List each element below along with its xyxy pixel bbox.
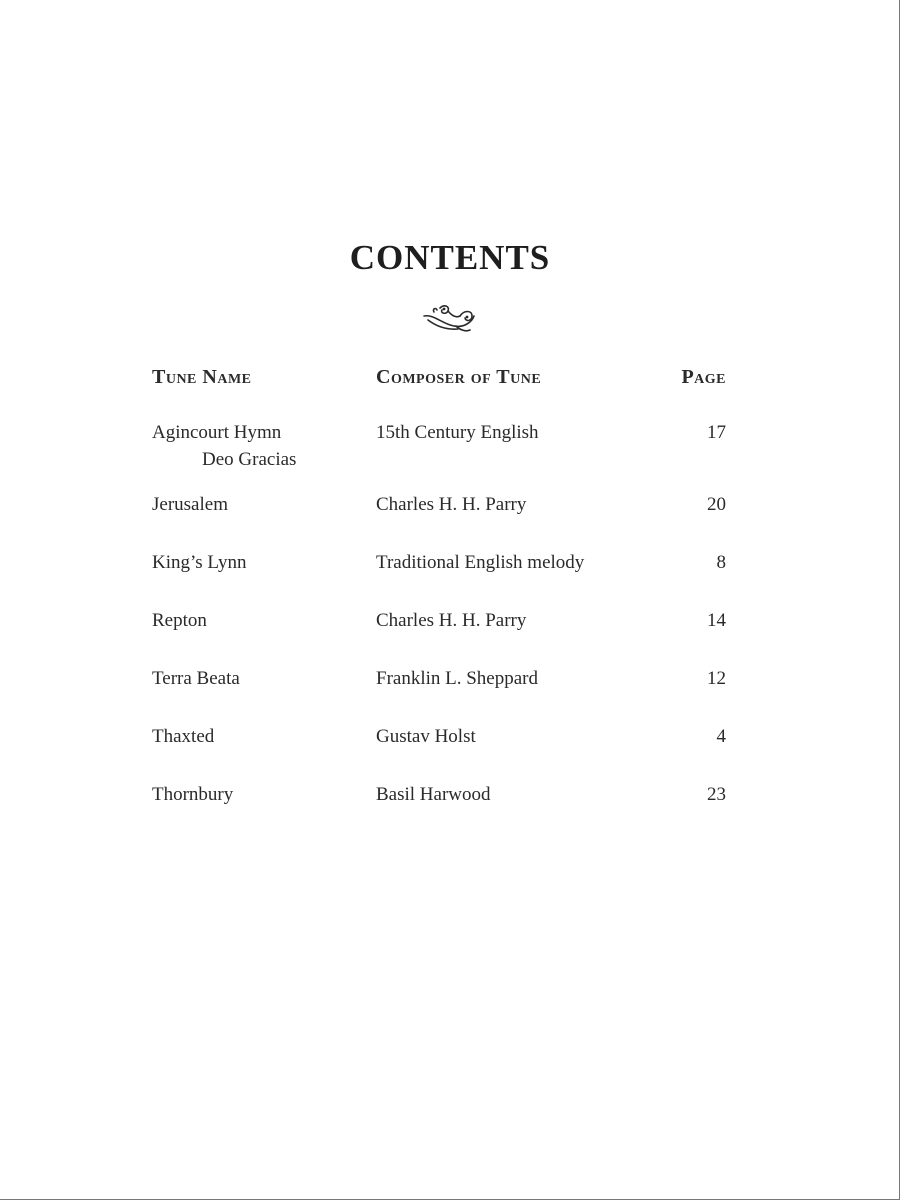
contents-row [0,668,900,726]
page-number: 12 [707,668,726,689]
composer-name: Charles H. H. Parry [376,494,527,515]
page-number: 20 [707,494,726,515]
composer-name: Basil Harwood [376,784,491,805]
page-number: 8 [716,552,726,573]
composer-name: Franklin L. Sheppard [376,668,539,689]
contents-row [0,726,900,784]
tune-name: Jerusalem [152,494,228,515]
tune-name: Agincourt Hymn [152,422,282,443]
tune-alternate-name: Deo Gracias [202,449,297,470]
tune-name: Thornbury [152,784,234,805]
contents-row [0,784,900,842]
tune-name: King’s Lynn [152,552,247,573]
composer-name: 15th Century English [376,422,539,443]
page-number: 23 [707,784,726,805]
fleuron-ornament-icon [420,300,478,336]
contents-row [0,552,900,610]
page-title: CONTENTS [349,238,551,277]
contents-list [0,422,900,842]
tune-name: Terra Beata [152,668,240,689]
tune-name: Repton [152,610,207,631]
column-header-page: Page [681,366,726,388]
page-number: 4 [716,726,726,747]
page-number: 14 [707,610,726,631]
column-header-composer: Composer of Tune [376,366,542,388]
page-number: 17 [707,422,726,443]
composer-name: Traditional English melody [376,552,585,573]
composer-name: Charles H. H. Parry [376,610,527,631]
contents-row [0,494,900,552]
contents-row [0,610,900,668]
column-header-tune-name: Tune Name [152,366,252,388]
contents-row [0,422,900,494]
composer-name: Gustav Holst [376,726,476,747]
tune-name: Thaxted [152,726,215,747]
